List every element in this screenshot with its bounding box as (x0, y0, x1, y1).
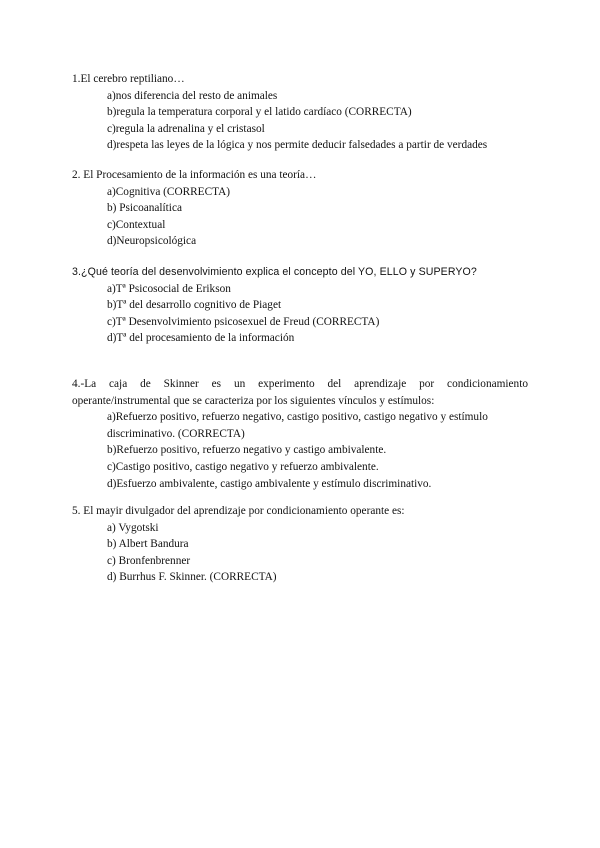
option-c: c)Castigo positivo, castigo negativo y refuerzo ambivalente. (107, 460, 379, 473)
option-a: a)Refuerzo positivo, refuerzo negativo, castigo positivo, castigo negativo y estímulo discriminativo. (CORRECTA) (107, 411, 488, 440)
option-d: d)Neuropsicológica (107, 235, 197, 248)
option-a: a)Cognitiva (CORRECTA) (107, 185, 231, 198)
option-c: c)regula la adrenalina y el cristasol (107, 122, 265, 135)
option-d: d)respeta las leyes de la lógica y nos permite deducir falsedades a partir de verdades (107, 139, 488, 152)
option-b: b)regula la temperatura corporal y el latido cardíaco (CORRECTA) (107, 106, 412, 119)
question-3-options (72, 281, 528, 347)
option-c: c) Bronfenbrenner (107, 554, 191, 567)
question-4 (72, 376, 528, 492)
option-b: b) Psicoanalítica (107, 202, 182, 215)
question-1-options (72, 88, 528, 154)
question-5-text: 5. El mayir divulgador del aprendizaje por condicionamiento operante es: (72, 505, 405, 517)
question-5 (72, 503, 528, 586)
option-d: d)Tª del procesamiento de la información (107, 332, 295, 345)
option-a: a)Tª Psicosocial de Erikson (107, 282, 231, 295)
option-a: a)nos diferencia del resto de animales (107, 89, 278, 102)
option-a: a) Vygotski (107, 521, 159, 534)
question-3 (72, 264, 528, 347)
question-1 (72, 71, 528, 154)
question-2 (72, 167, 528, 250)
option-c: c)Contextual (107, 218, 166, 231)
question-3-text: 3.¿Qué teoría del desenvolvimiento explica el concepto del YO, ELLO y SUPERYO? (72, 266, 477, 278)
option-c: c)Tª Desenvolvimiento psicosexuel de Freud (CORRECTA) (107, 315, 380, 328)
question-2-options (72, 184, 528, 250)
question-1-text: 1.El cerebro reptiliano… (72, 73, 185, 85)
question-4-text: 4.-La caja de Skinner es un experimento del aprendizaje por condicionamiento operante/instrumental que se caracteriza por los siguientes vínculos y estímulos: (72, 378, 528, 407)
question-2-text: 2. El Procesamiento de la información es una teoría… (72, 169, 317, 181)
option-b: b)Refuerzo positivo, refuerzo negativo y castigo ambivalente. (107, 444, 387, 457)
option-b: b) Albert Bandura (107, 538, 189, 551)
question-5-options (72, 520, 528, 586)
option-b: b)Tª del desarrollo cognitivo de Piaget (107, 299, 282, 312)
option-d: d) Burrhus F. Skinner. (CORRECTA) (107, 571, 277, 584)
question-4-options (72, 409, 528, 492)
option-d: d)Esfuerzo ambivalente, castigo ambivalente y estímulo discriminativo. (107, 477, 432, 490)
